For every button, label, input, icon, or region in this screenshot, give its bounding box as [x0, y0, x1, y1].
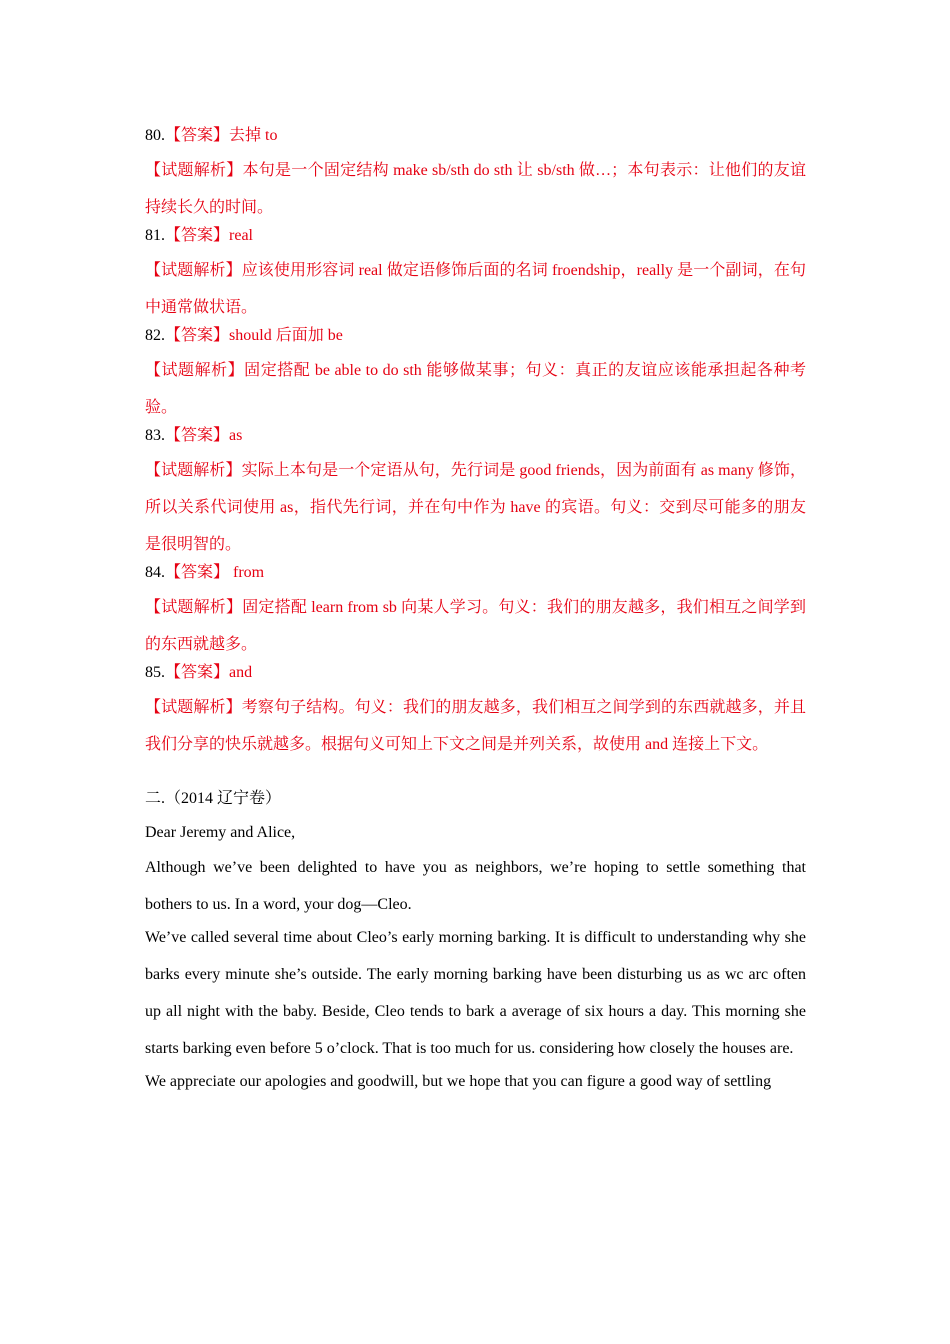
answer-label: 【答案】	[165, 127, 230, 144]
answer-value: as	[229, 427, 243, 444]
letter-paragraph-3: We appreciate our apologies and goodwill, but we hope that you can figure a good way of settling	[145, 1073, 772, 1090]
analysis-82: 【试题解析】固定搭配 be able to do sth 能够做某事；句义：真正的友谊应该能承担起各种考验。	[145, 362, 806, 416]
answer-value: from	[229, 564, 265, 581]
answer-84	[145, 559, 806, 593]
analysis-81: 【试题解析】应该使用形容词 real 做定语修饰后面的名词 froendship，really 是一个副词，在句中通常做状语。	[145, 262, 806, 316]
letter-paragraph-2: We’ve called several time about Cleo’s early morning barking. It is difficult to understanding why she barks every minute she’s outside. The early morning barking have been disturbing us as wc arc often up all night with the baby. Beside, Cleo tends to bark a average of six hours a day. This morning she starts barking even before 5 o’clock. That is too much for us. considering how closely the houses are.	[145, 929, 806, 1057]
answer-value: 去掉 to	[229, 127, 278, 144]
answer-82	[145, 322, 806, 356]
answer-label: 【答案】	[165, 664, 230, 681]
answer-83	[145, 422, 806, 456]
letter-salutation: Dear Jeremy and Alice,	[145, 824, 296, 841]
answer-80	[145, 122, 806, 156]
section-heading: 二.（2014 辽宁卷）	[145, 790, 282, 807]
answer-85	[145, 659, 806, 693]
analysis-83: 【试题解析】实际上本句是一个定语从句，先行词是 good friends，因为前面有 as many 修饰，所以关系代词使用 as，指代先行词，并在句中作为 have 的宾语。句义：交到尽可能多的朋友是很明智的。	[145, 462, 806, 553]
answer-label: 【答案】	[165, 327, 230, 344]
answer-number: 81.	[145, 227, 165, 244]
answer-number: 85.	[145, 664, 165, 681]
answer-value: real	[229, 227, 253, 244]
answer-number: 82.	[145, 327, 165, 344]
answer-label: 【答案】	[165, 227, 230, 244]
answer-number: 80.	[145, 127, 165, 144]
letter-paragraph-1: Although we’ve been delighted to have you as neighbors, we’re hoping to settle something that bothers to us. In a word, your dog—Cleo.	[145, 859, 806, 913]
answer-value: and	[229, 664, 253, 681]
analysis-85: 【试题解析】考察句子结构。句义：我们的朋友越多，我们相互之间学到的东西就越多，并且我们分享的快乐就越多。根据句义可知上下文之间是并列关系，故使用 and 连接上下文。	[145, 699, 806, 753]
answer-81	[145, 222, 806, 256]
answer-number: 83.	[145, 427, 165, 444]
analysis-80: 【试题解析】本句是一个固定结构 make sb/sth do sth 让 sb/sth 做…；本句表示：让他们的友谊持续长久的时间。	[145, 162, 806, 216]
answer-value: should 后面加 be	[229, 327, 343, 344]
document-page	[145, 122, 806, 1096]
answer-number: 84.	[145, 564, 165, 581]
answer-label: 【答案】	[165, 564, 230, 581]
analysis-84: 【试题解析】固定搭配 learn from sb 向某人学习。句义：我们的朋友越多，我们相互之间学到的东西就越多。	[145, 599, 806, 653]
answer-label: 【答案】	[165, 427, 230, 444]
